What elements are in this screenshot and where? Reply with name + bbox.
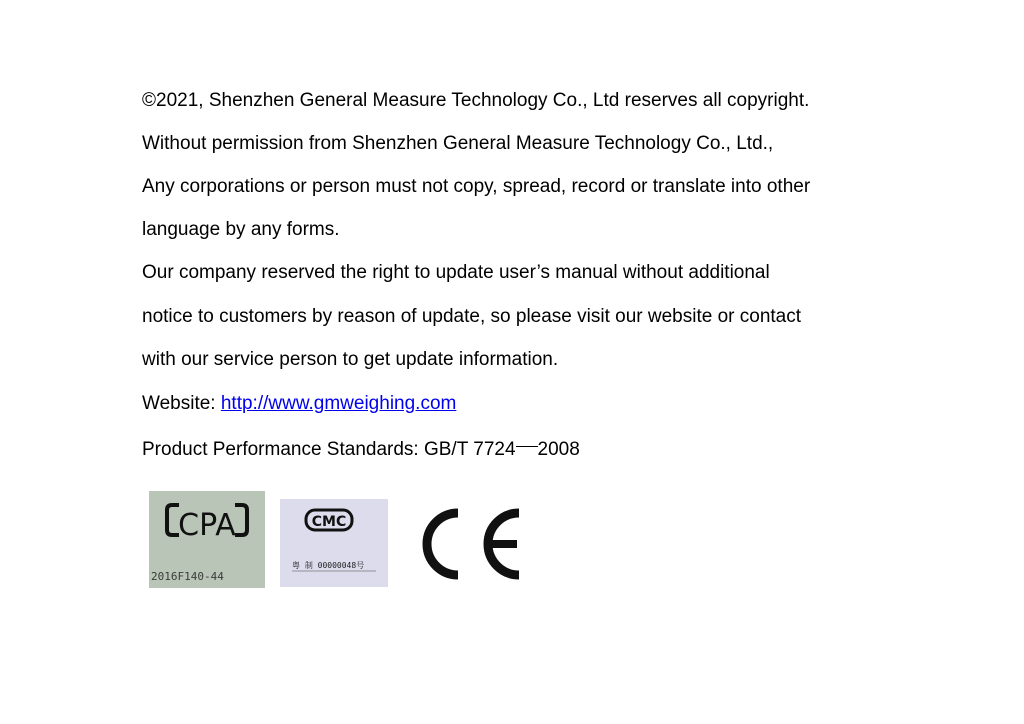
cmc-mark-text: CMC [311, 514, 347, 530]
cpa-license-number: 2016F140-44 [151, 570, 224, 583]
cpa-mark-text: CPA [178, 508, 236, 543]
website-line [142, 392, 456, 416]
ce-mark-icon [420, 505, 524, 583]
standards-label: Product Performance Standards: GB/T 7724 [142, 439, 516, 460]
cmc-certification-logo [280, 499, 388, 587]
standards-year: 2008 [537, 439, 580, 460]
ce-certification-logo [420, 505, 524, 583]
permission-text-line-3: language by any forms. [142, 219, 340, 240]
website-label: Website: [142, 393, 221, 414]
copyright-notice: ©2021, Shenzhen General Measure Technology Co., Ltd reserves all copyright. [142, 90, 810, 111]
cpa-certification-logo [149, 491, 265, 588]
cmc-mark-icon [280, 499, 388, 587]
website-link[interactable]: http://www.gmweighing.com [220, 393, 457, 414]
update-notice-line-3: with our service person to get update information. [142, 349, 559, 370]
permission-text-line-2: Any corporations or person must not copy, spread, record or translate into other [142, 176, 811, 197]
update-notice-line-2: notice to customers by reason of update, so please visit our website or contact [142, 306, 802, 327]
standards-line [142, 438, 580, 462]
cmc-license-number: 粤 制 00000048号 [292, 561, 365, 570]
permission-text-line-1: Without permission from Shenzhen General Measure Technology Co., Ltd., [142, 133, 774, 154]
standards-dash [516, 446, 538, 447]
update-notice-line-1: Our company reserved the right to update user’s manual without additional [142, 262, 770, 283]
